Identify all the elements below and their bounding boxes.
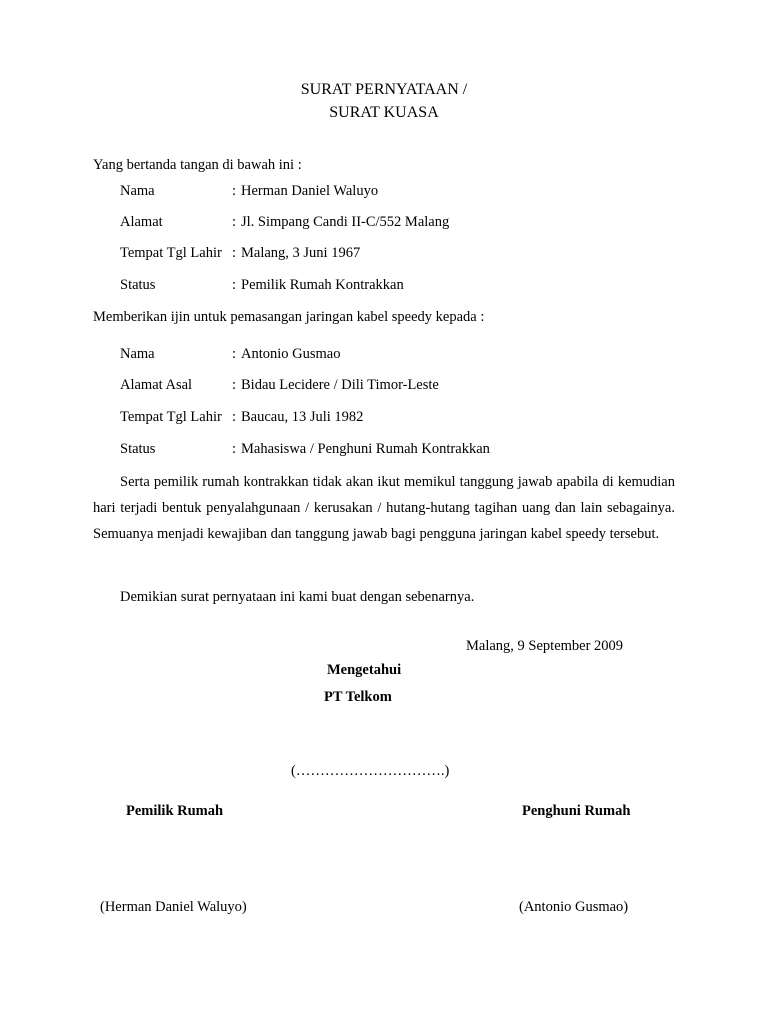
field-separator: : <box>232 346 237 362</box>
field-separator: : <box>232 183 237 199</box>
grant-text: Memberikan ijin untuk pemasangan jaringan kabel speedy kepada : <box>93 309 485 325</box>
witness-signature-line: (………………………….) <box>291 763 450 779</box>
field-value: Pemilik Rumah Kontrakkan <box>241 277 404 293</box>
field-separator: : <box>232 277 237 293</box>
field-label: Status <box>120 277 156 293</box>
witness-label: Mengetahui <box>327 662 402 678</box>
field-separator: : <box>232 441 237 457</box>
letter-title-line1: SURAT PERNYATAAN / <box>300 81 468 98</box>
field-label: Tempat Tgl Lahir <box>120 245 222 261</box>
field-value: Bidau Lecidere / Dili Timor-Leste <box>241 377 439 393</box>
field-value: Baucau, 13 Juli 1982 <box>241 409 364 425</box>
field-separator: : <box>232 245 237 261</box>
field-label: Alamat <box>120 214 163 230</box>
field-label: Nama <box>120 346 155 362</box>
field-separator: : <box>232 409 237 425</box>
field-value: Mahasiswa / Penghuni Rumah Kontrakkan <box>241 441 490 457</box>
witness-org: PT Telkom <box>324 689 392 705</box>
tenant-signature-name: (Antonio Gusmao) <box>519 899 629 915</box>
field-label: Tempat Tgl Lahir <box>120 409 222 425</box>
field-label: Status <box>120 441 156 457</box>
closing-paragraph: Demikian surat pernyataan ini kami buat dengan sebenarnya. <box>120 589 475 605</box>
owner-signature-name: (Herman Daniel Waluyo) <box>100 899 247 915</box>
field-value: Herman Daniel Waluyo <box>241 183 379 199</box>
intro-text: Yang bertanda tangan di bawah ini : <box>93 157 302 173</box>
field-separator: : <box>232 377 237 393</box>
body-paragraph: Serta pemilik rumah kontrakkan tidak akan ikut memikul tanggung jawab apabila di kemudian hari terjadi bentuk penyalahgunaan / kerusakan / hutang-hutang tagihan uang dan lain sebagainya. Semuanya menjadi kewajiban dan tanggung jawab bagi pengguna jaringan kabel speedy tersebut. <box>93 474 675 542</box>
place-date: Malang, 9 September 2009 <box>466 638 624 654</box>
field-value: Antonio Gusmao <box>241 346 341 362</box>
tenant-label: Penghuni Rumah <box>522 803 631 819</box>
letter-title-line2: SURAT KUASA <box>329 104 439 121</box>
owner-label: Pemilik Rumah <box>126 803 224 819</box>
field-separator: : <box>232 214 237 230</box>
field-value: Jl. Simpang Candi II-C/552 Malang <box>241 214 450 230</box>
field-label: Alamat Asal <box>120 377 193 393</box>
field-value: Malang, 3 Juni 1967 <box>241 245 361 261</box>
field-label: Nama <box>120 183 155 199</box>
